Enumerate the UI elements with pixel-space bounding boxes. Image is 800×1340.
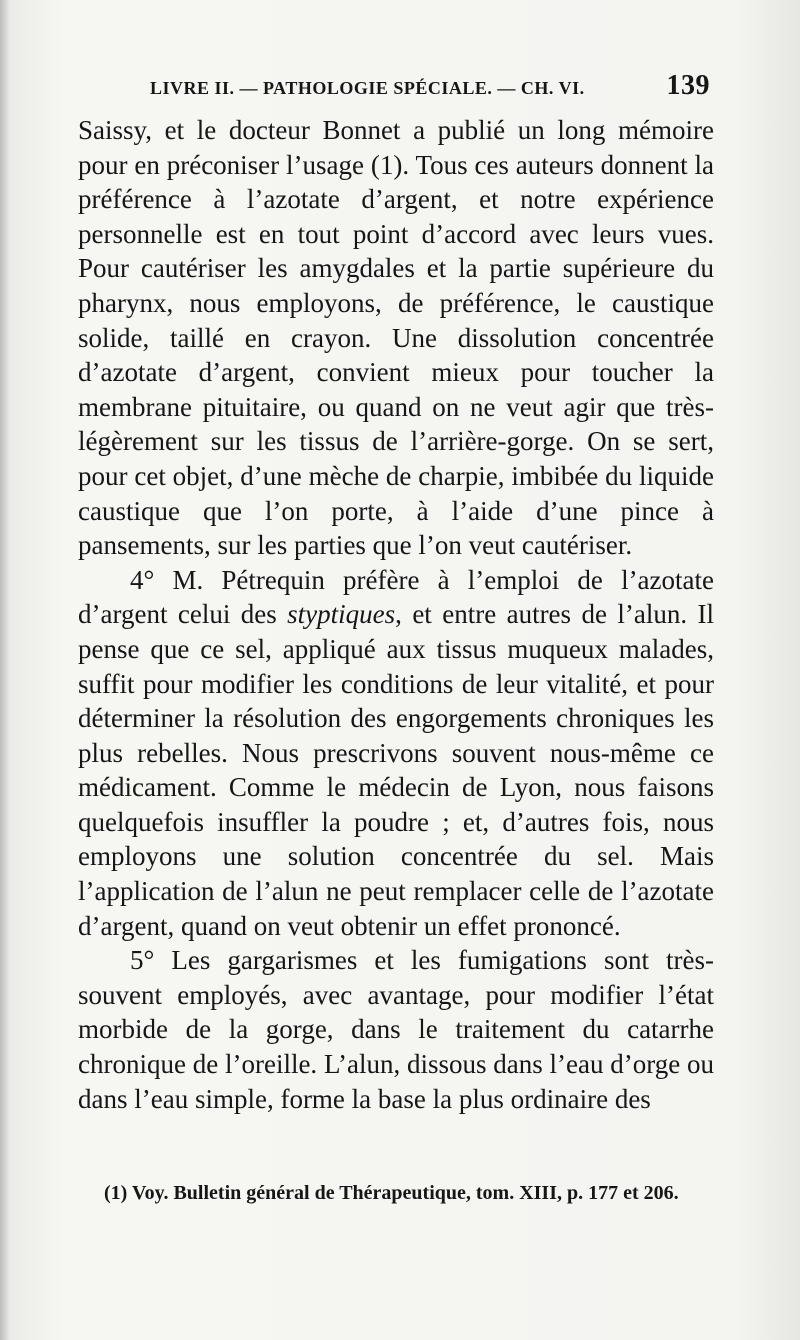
page-body (78, 113, 714, 1116)
page-number: 139 (666, 70, 710, 101)
footnote: (1) Voy. Bulletin général de Thérapeutique, tom. XIII, p. 177 et 206. (104, 1182, 679, 1204)
paragraph-2-text-after-italic: , et entre autres de l’alun. Il pense que ce sel, appliqué aux tissus muqueux malades, suffit pour modifier les conditions de leur vitalité, et pour déterminer la résolution des engorgements chroniques les plus rebelles. Nous prescrivons souvent nous-même ce médicament. Comme le médecin de Lyon, nous faisons quelquefois insuffler la poudre ; et, d’autres fois, nous employons une solution concentrée du sel. Mais l’application de l’alun ne peut remplacer celle de l’azotate d’argent, quand on veut obtenir un effet prononcé. (78, 599, 714, 941)
paragraph-2-text-before-italic: 4° M. Pétrequin préfère à l’emploi de l’azotate d’argent celui des (78, 564, 714, 630)
paragraph-1: Saissy, et le docteur Bonnet a publié un long mémoire pour en préconiser l’usage (1). Tous ces auteurs donnent la préférence à l’azotate d’argent, et notre expérience personnelle est en tout point d’accord avec leurs vues. Pour cautériser les amygdales et la partie supérieure du pharynx, nous employons, de préférence, le caustique solide, taillé en crayon. Une dissolution concentrée d’azotate d’argent, convient mieux pour toucher la membrane pituitaire, ou quand on ne veut agir que très-légèrement sur les tissus de l’arrière-gorge. On se sert, pour cet objet, d’une mèche de charpie, imbibée du liquide caustique que l’on porte, à l’aide d’une pince à pansements, sur les parties que l’on veut cautériser. (78, 115, 714, 561)
footnote-separator (78, 1145, 718, 1146)
paragraph-2-italic-term: styptiques (287, 599, 396, 630)
paragraph-2 (78, 563, 714, 944)
paragraph-3: 5° Les gargarismes et les fumigations sont très-souvent employés, avec avantage, pour modifier l’état morbide de la gorge, dans le traitement du catarrhe chronique de l’oreille. L’alun, dissous dans l’eau d’orge ou dans l’eau simple, forme la base la plus ordinaire des (78, 945, 714, 1114)
running-head: LIVRE II. — PATHOLOGIE SPÉCIALE. — CH. VI. (150, 78, 585, 98)
page-header (150, 70, 710, 104)
page-gutter-shadow (0, 0, 10, 1340)
